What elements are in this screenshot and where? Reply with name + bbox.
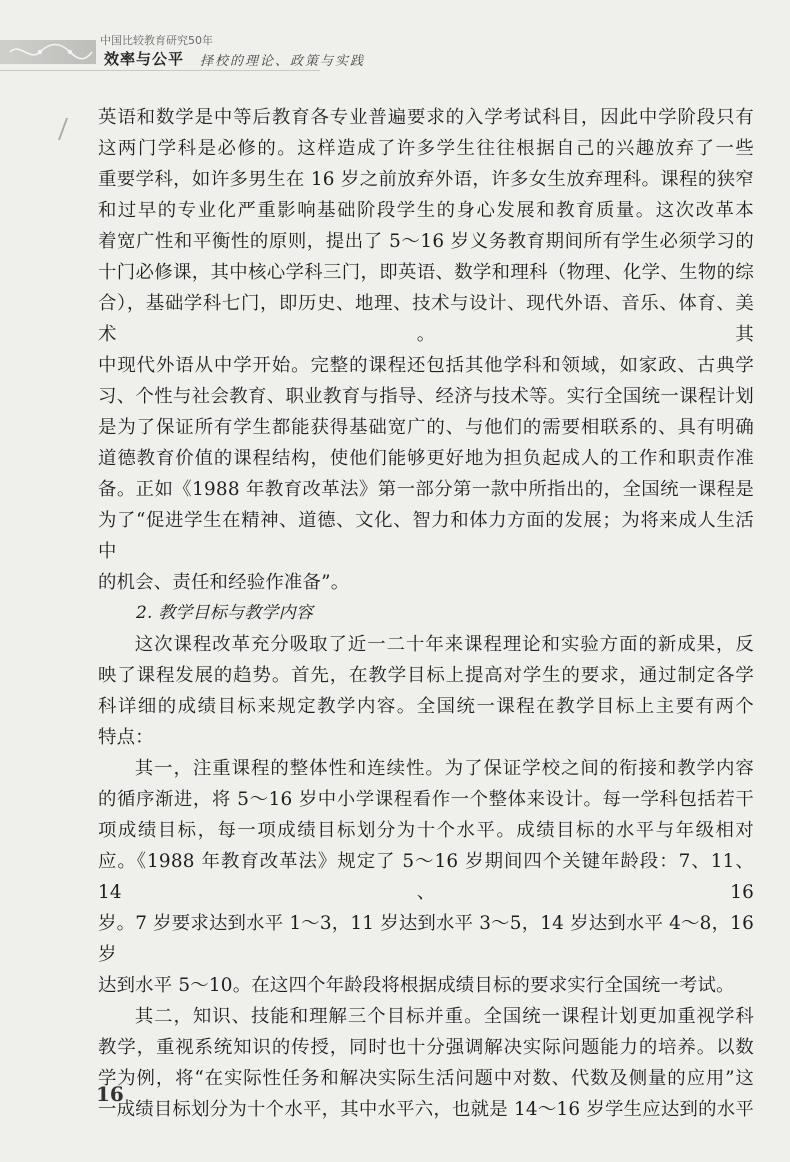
text-line: 的循序渐进，将 5～16 岁中小学课程看作一个整体来设计。每一学科包括若干 [98,789,754,810]
page-number: 16 [96,1082,124,1106]
text-line: 教学，重视系统知识的传授，同时也十分强调解决实际问题能力的培养。以数 [98,1037,754,1058]
text-line: 重要学科，如许多男生在 16 岁之前放弃外语，许多女生放弃理科。课程的狭窄 [98,169,754,190]
scroll-ornament-icon [6,40,96,64]
text-line: 特点： [98,727,154,748]
text-line: 中现代外语从中学开始。完整的课程还包括其他学科和领域，如家政、古典学 [98,355,754,376]
section-heading: 2. 教学目标与教学内容 [136,603,314,623]
book-title: 效率与公平 [104,50,185,68]
text-line: 岁。7 岁要求达到水平 1～3，11 岁达到水平 3～5，14 岁达到水平 4～8，16 岁 [98,913,754,965]
text-line: 其一，注重课程的整体性和连续性。为了保证学校之间的衔接和教学内容 [134,758,754,779]
text-line: 达到水平 5～10。在这四个年龄段将根据成绩目标的要求实行全国统一考试。 [98,975,735,996]
header-rule [0,70,320,71]
text-line: 和过早的专业化严重影响基础阶段学生的身心发展和教育质量。这次改革本 [98,200,754,221]
text-line: 项成绩目标，每一项成绩目标划分为十个水平。成绩目标的水平与年级相对 [98,820,754,841]
text-line: 合），基础学科七门，即历史、地理、技术与设计、现代外语、音乐、体育、美术。其 [98,293,754,345]
text-line: 英语和数学是中等后教育各专业普遍要求的入学考试科目，因此中学阶段只有 [98,107,754,128]
text-line: 科详细的成绩目标来规定教学内容。全国统一课程在教学目标上主要有两个 [98,696,754,717]
text-line: 学为例，将“在实际性任务和解决实际生活问题中对数、代数及侧量的应用”这 [98,1068,754,1089]
text-line: 着宽广性和平衡性的原则，提出了 5～16 岁义务教育期间所有学生必须学习的 [98,231,754,252]
text-line: 的机会、责任和经验作准备”。 [98,572,350,593]
text-line: 习、个性与社会教育、职业教育与指导、经济与技术等。实行全国统一课程计划 [98,386,754,407]
text-line: 道德教育价值的课程结构，使他们能够更好地为担负起成人的工作和职责作准 [98,448,754,469]
text-line: 一成绩目标划分为十个水平，其中水平六，也就是 14～16 岁学生应达到的水平 [98,1099,754,1120]
series-title: 中国比较教育研究50年 [100,34,213,47]
text-line: 映了课程发展的趋势。首先，在教学目标上提高对学生的要求，通过制定各学 [98,665,754,686]
text-line: 应。《1988 年教育改革法》规定了 5～16 岁期间四个关键年龄段：7、11、14、16 [98,851,754,903]
text-line: 这两门学科是必修的。这样造成了许多学生往往根据自己的兴趣放弃了一些 [98,138,754,159]
margin-mark [58,118,76,140]
text-line: 备。正如《1988 年教育改革法》第一部分第一款中所指出的，全国统一课程是 [98,479,754,500]
text-line: 十门必修课，其中核心学科三门，即英语、数学和理科（物理、化学、生物的综 [98,262,754,283]
body-text [98,102,754,1125]
running-header [0,28,790,88]
book-subtitle: 择校的理论、政策与实践 [200,54,366,69]
text-line: 是为了保证所有学生都能获得基础宽广的、与他们的需要相联系的、具有明确 [98,417,754,438]
text-line: 其二，知识、技能和理解三个目标并重。全国统一课程计划更加重视学科 [134,1006,754,1027]
text-line: 这次课程改革充分吸取了近一二十年来课程理论和实验方面的新成果，反 [134,634,754,655]
text-line: 为了“促进学生在精神、道德、文化、智力和体力方面的发展；为将来成人生活中 [98,510,754,562]
